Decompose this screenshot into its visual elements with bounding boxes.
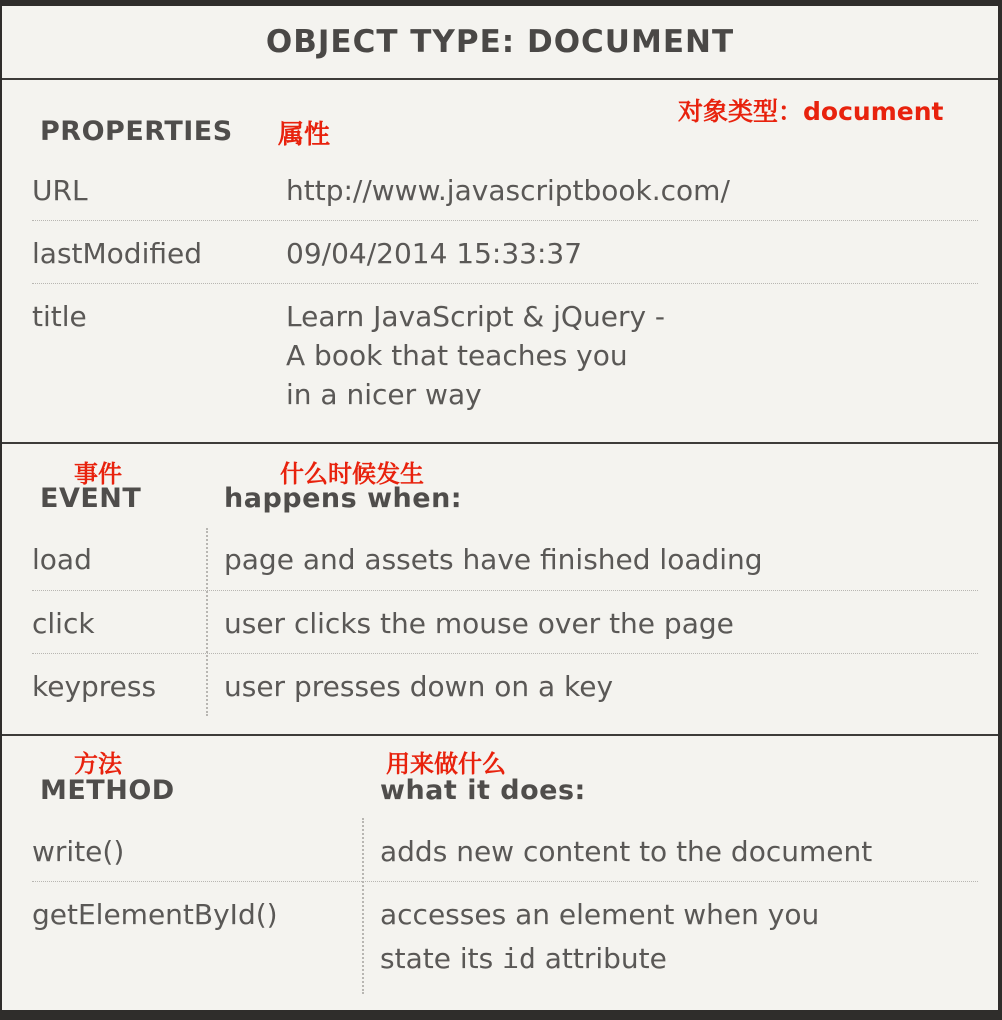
method-name-write: write() [32,835,125,868]
title-bar [2,6,998,80]
row-divider [32,283,978,284]
section-divider [2,734,998,736]
event-desc-load: page and assets have finished loading [224,543,763,576]
property-value-lastmodified: 09/04/2014 15:33:37 [286,237,583,270]
desc-text: attribute [544,942,667,975]
object-reference-card [2,6,998,1010]
row-divider [32,220,978,221]
method-header: METHOD [40,775,175,806]
property-value-title-line3: in a nicer way [286,378,482,411]
event-desc-keypress: user presses down on a key [224,670,614,703]
property-name-lastmodified: lastModified [32,237,202,270]
method-desc-header: what it does: [380,775,586,806]
property-value-url: http://www.javascriptbook.com/ [286,174,730,207]
event-header: EVENT [40,483,142,514]
page-title: OBJECT TYPE: DOCUMENT [265,24,735,60]
method-desc-write: adds new content to the document [380,835,873,868]
method-name-getelementbyid: getElementById() [32,898,278,931]
event-name-load: load [32,543,92,576]
row-divider [32,653,978,654]
row-divider [32,590,978,591]
property-name-title: title [32,300,87,333]
event-name-click: click [32,607,95,640]
column-divider [362,818,364,994]
property-name-url: URL [32,174,88,207]
event-header-cn: 事件 [74,460,122,488]
properties-header: PROPERTIES [40,116,233,147]
property-value-title-line2: A book that teaches you [286,339,628,372]
annotation-object-type: 对象类型：document [678,97,944,126]
event-desc-header-cn: 什么时候发生 [280,460,424,488]
properties-header-cn: 属性 [278,120,331,150]
method-header-cn: 方法 [74,750,122,778]
event-name-keypress: keypress [32,670,157,703]
code-id: id [502,942,536,975]
method-desc-getelementbyid-line1: accesses an element when you [380,898,820,931]
row-divider [32,881,978,882]
property-value-title-line1: Learn JavaScript & jQuery - [286,300,666,333]
event-desc-header: happens when: [224,483,463,514]
section-divider [2,442,998,444]
method-desc-header-cn: 用来做什么 [386,750,506,778]
event-desc-click: user clicks the mouse over the page [224,607,734,640]
desc-text: state its [380,942,494,975]
column-divider [206,528,208,716]
method-desc-getelementbyid-line2 [380,942,667,975]
